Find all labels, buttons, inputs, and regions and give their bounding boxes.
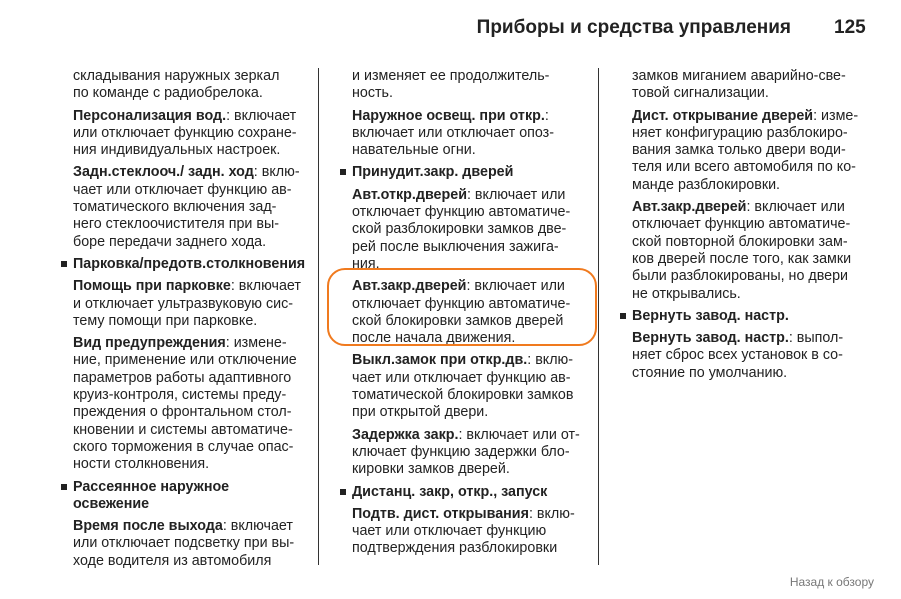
paragraph-line: ния.	[352, 255, 380, 272]
paragraph-line: ков дверей после того, как замки	[632, 250, 852, 267]
setting-term: Авт.откр.дверей	[352, 186, 467, 203]
column-divider	[318, 68, 319, 565]
paragraph-line	[73, 518, 313, 535]
paragraph-line: кировки замков дверей.	[352, 461, 510, 478]
setting-term: Задн.стеклооч./ задн. ход	[73, 164, 254, 181]
paragraph-line: круиз-контроля, системы преду-	[73, 387, 287, 404]
paragraph	[632, 108, 872, 194]
paragraph-line: ключает функцию задержки бло-	[352, 443, 570, 460]
setting-term: Выкл.замок при откр.дв.	[352, 352, 528, 369]
paragraph-line	[632, 330, 872, 347]
paragraph-line: чает или отключает функцию	[352, 523, 547, 540]
paragraph	[632, 330, 872, 382]
setting-term: Наружное освещ. при откр.	[352, 107, 545, 124]
bullet-icon	[61, 484, 67, 490]
paragraph-line: ского торможения в случае опас-	[73, 438, 294, 455]
paragraph	[352, 427, 592, 479]
paragraph-line: ходе водителя из автомобиля	[73, 552, 272, 569]
paragraph	[73, 68, 313, 103]
paragraph-line	[73, 108, 313, 125]
paragraph-line: параметров работы адаптивного	[73, 369, 292, 386]
paragraph-line: ской разблокировки замков две-	[352, 221, 567, 238]
paragraph-line: отключает функцию автоматиче-	[632, 216, 851, 233]
paragraph	[73, 164, 313, 250]
setting-term: Помощь при парковке	[73, 278, 231, 295]
paragraph-line	[73, 335, 313, 352]
column-3	[632, 68, 872, 387]
paragraph-line: кновении и системы автоматиче-	[73, 421, 293, 438]
paragraph-line: подтверждения разблокировки	[352, 540, 558, 557]
paragraph-line: включает или отключает опоз-	[352, 124, 554, 141]
bullet-icon	[340, 169, 346, 175]
paragraph-line	[352, 187, 592, 204]
paragraph-line: ние, применение или отключение	[73, 352, 297, 369]
section-heading	[352, 164, 592, 181]
paragraph-line: него стеклоочистителя при вы-	[73, 216, 279, 233]
paragraph-line: после начала движения.	[352, 330, 516, 347]
paragraph-line: тему помощи при парковке.	[73, 312, 258, 329]
paragraph-line: ской повторной блокировки зам-	[632, 233, 848, 250]
paragraph-line: или отключает функцию сохране-	[73, 124, 297, 141]
paragraph-line: вания замка только двери води-	[632, 142, 846, 159]
setting-term: Авт.закр.дверей	[632, 199, 747, 216]
setting-description: : вклю-	[528, 505, 575, 522]
paragraph-line: преждения о фронтальном стол-	[73, 404, 292, 421]
paragraph-line: освежение	[73, 495, 150, 512]
paragraph-line: чает или отключает функцию ав-	[73, 181, 292, 198]
paragraph-line: складывания наружных зеркал	[73, 68, 280, 84]
paragraph-line: манде разблокировки.	[632, 176, 781, 193]
paragraph	[73, 278, 313, 330]
paragraph	[352, 187, 592, 273]
bullet-icon	[620, 313, 626, 319]
column-1	[73, 68, 313, 575]
section-heading	[73, 479, 313, 514]
paragraph-line: отключает функцию автоматиче-	[352, 295, 571, 312]
back-to-overview-link[interactable]: Назад к обзору	[789, 575, 874, 589]
setting-term: Вернуть завод. настр.	[632, 330, 789, 347]
setting-description: : включает	[222, 518, 293, 535]
paragraph-line: отключает функцию автоматиче-	[352, 204, 571, 221]
paragraph-line	[73, 164, 313, 181]
section-heading	[632, 308, 872, 325]
setting-description: : включает или	[746, 199, 845, 216]
setting-description: : включает	[226, 107, 297, 124]
paragraph-line: были разблокированы, но двери	[632, 268, 849, 285]
paragraph-line: навательные огни.	[352, 142, 476, 159]
setting-description: :	[544, 107, 549, 124]
paragraph	[73, 335, 313, 473]
paragraph-line: замков миганием аварийно-све-	[632, 68, 846, 84]
setting-term: Подтв. дист. открывания	[352, 505, 529, 522]
paragraph-line: ность.	[352, 85, 393, 102]
paragraph-line: Принудит.закр. дверей	[352, 164, 514, 181]
paragraph-line: Вернуть завод. настр.	[632, 307, 789, 324]
setting-description: : измене-	[225, 335, 287, 352]
paragraph	[73, 518, 313, 570]
setting-description: : включает или	[466, 186, 566, 203]
setting-description: : включает или от-	[458, 426, 580, 443]
setting-description: : вклю-	[253, 164, 300, 181]
section-title: Приборы и средства управления	[476, 17, 791, 38]
paragraph-line: и изменяет ее продолжитель-	[352, 68, 550, 84]
setting-description: : включает или	[466, 278, 565, 295]
paragraph-line	[352, 352, 592, 369]
setting-description: : выпол-	[788, 330, 844, 347]
paragraph	[352, 68, 592, 103]
paragraph-line: ности столкновения.	[73, 456, 210, 473]
section-heading	[352, 484, 592, 501]
paragraph-line	[352, 506, 592, 523]
setting-description: : включает	[230, 278, 301, 295]
paragraph-line: товой сигнализации.	[632, 85, 769, 102]
paragraph	[632, 68, 872, 103]
bullet-icon	[340, 489, 346, 495]
paragraph	[632, 199, 872, 303]
setting-term: Вид предупреждения	[73, 335, 226, 352]
paragraph-line: томатической блокировки замков	[352, 387, 574, 404]
setting-term: Дист. открывание дверей	[632, 107, 814, 124]
paragraph	[352, 108, 592, 160]
setting-description: : изме-	[813, 107, 859, 124]
paragraph-line	[352, 427, 592, 444]
section-heading	[73, 256, 313, 273]
setting-term: Время после выхода	[73, 518, 223, 535]
paragraph-line: по команде с радиобрелока.	[73, 85, 263, 102]
paragraph-line: боре передачи заднего хода.	[73, 233, 267, 250]
paragraph-line: при открытой двери.	[352, 404, 489, 421]
paragraph-line: ния индивидуальных настроек.	[73, 142, 281, 159]
paragraph-line	[73, 278, 313, 295]
paragraph	[352, 352, 592, 421]
page-number: 125	[834, 17, 866, 38]
paragraph-line: ской блокировки замков дверей	[352, 312, 564, 329]
setting-term: Персонализация вод.	[73, 107, 227, 124]
paragraph-line: стояние по умолчанию.	[632, 364, 788, 381]
paragraph-line: рей после выключения зажига-	[352, 238, 559, 255]
paragraph-line: не открывались.	[632, 285, 741, 302]
paragraph-line: теля или всего автомобиля по ко-	[632, 159, 856, 176]
paragraph-line: или отключает подсветку при вы-	[73, 535, 295, 552]
paragraph-line	[632, 199, 872, 216]
paragraph-line: Парковка/предотв.столкновения	[73, 255, 306, 272]
paragraph-line	[352, 108, 592, 125]
highlight-annotation	[327, 268, 597, 346]
setting-term: Задержка закр.	[352, 426, 459, 443]
setting-description: : вклю-	[527, 352, 574, 369]
column-divider	[598, 68, 599, 565]
paragraph	[352, 506, 592, 558]
paragraph	[73, 108, 313, 160]
setting-term: Авт.закр.дверей	[352, 278, 467, 295]
paragraph-line: няет конфигурацию разблокиро-	[632, 124, 848, 141]
paragraph-line: Дистанц. закр, откр., запуск	[352, 483, 548, 500]
paragraph-line: Рассеянное наружное	[73, 478, 230, 495]
paragraph-line	[632, 108, 872, 125]
paragraph-line: няет сброс всех установок в со-	[632, 347, 843, 364]
paragraph-line: и отключает ультразвуковую сис-	[73, 295, 294, 312]
bullet-icon	[61, 261, 67, 267]
paragraph-line: чает или отключает функцию ав-	[352, 369, 571, 386]
paragraph-line: томатического включения зад-	[73, 199, 277, 216]
